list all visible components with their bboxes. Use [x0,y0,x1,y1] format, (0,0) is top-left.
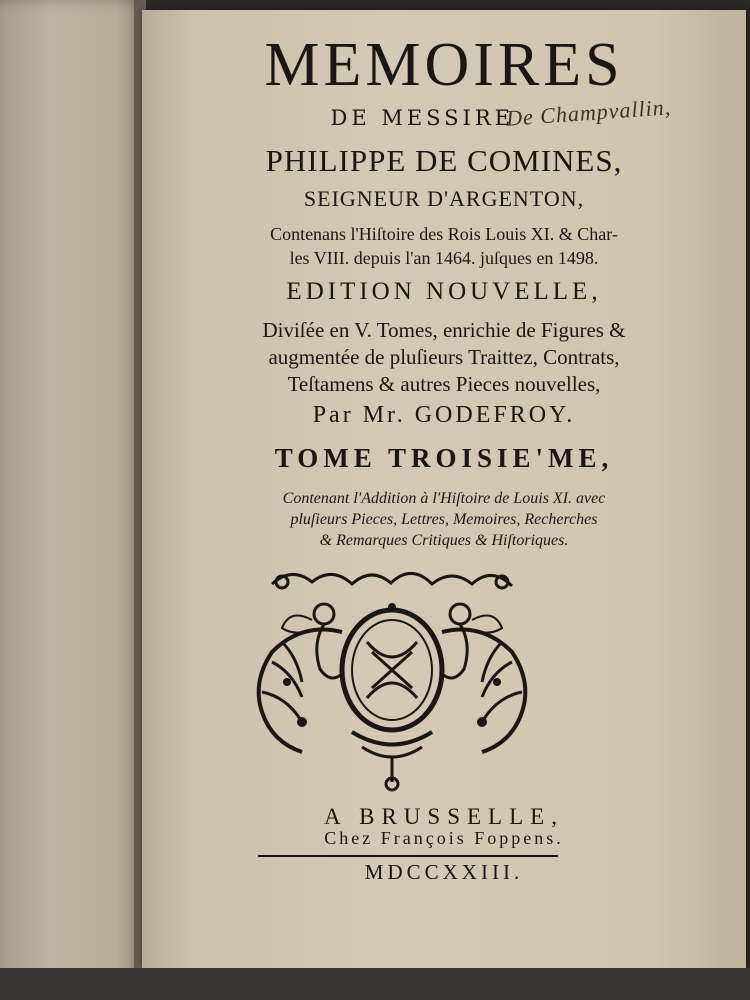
divisee-line: Diviſée en V. Tomes, enrichie de Figures & [262,318,626,342]
divisee-block [142,317,746,398]
place-line: A BRUSSELLE, [324,804,564,829]
contenant-line: & Remarques Critiques & Hiſtoriques. [319,532,569,549]
publisher-line: Chez François Foppens. [324,828,564,848]
divisee-line: augmentée de pluſieurs Traittez, Contrats, [268,345,620,369]
seigneur-line: SEIGNEUR D'ARGENTON, [303,186,585,211]
contents-line: Contenans l'Hiſtoire des Rois Louis XI. & Char- [270,224,618,244]
facing-page [0,0,146,1000]
volume-line: TOME TROISIE'ME, [274,443,614,473]
author-line: PHILIPPE DE COMINES, [265,143,623,178]
edition-line: EDITION NOUVELLE, [286,278,602,305]
contents-line: les VIII. depuis l'an 1464. juſques en 1498. [289,248,599,268]
table-surface [0,968,750,1000]
contents-block [142,222,746,270]
handwritten-signature: De Champvallin, [505,94,672,131]
editor-line: Par Mr. GODEFROY. [312,402,576,428]
year-line: MDCCXXIII. [364,860,524,884]
divider-rule [258,855,558,857]
page-title: MEMOIRES [264,31,624,99]
contenant-line: Contenant l'Addition à l'Hiſtoire de Louis XI. avec [282,490,606,507]
contenant-block [142,488,746,551]
contenant-line: pluſieurs Pieces, Lettres, Memoires, Recherches [290,511,598,528]
title-page [142,10,746,968]
subtitle-messire: DE MESSIRE [330,106,514,130]
divisee-line: Teſtamens & autres Pieces nouvelles, [287,372,601,396]
cherub-monogram-vignette-icon [242,562,542,794]
